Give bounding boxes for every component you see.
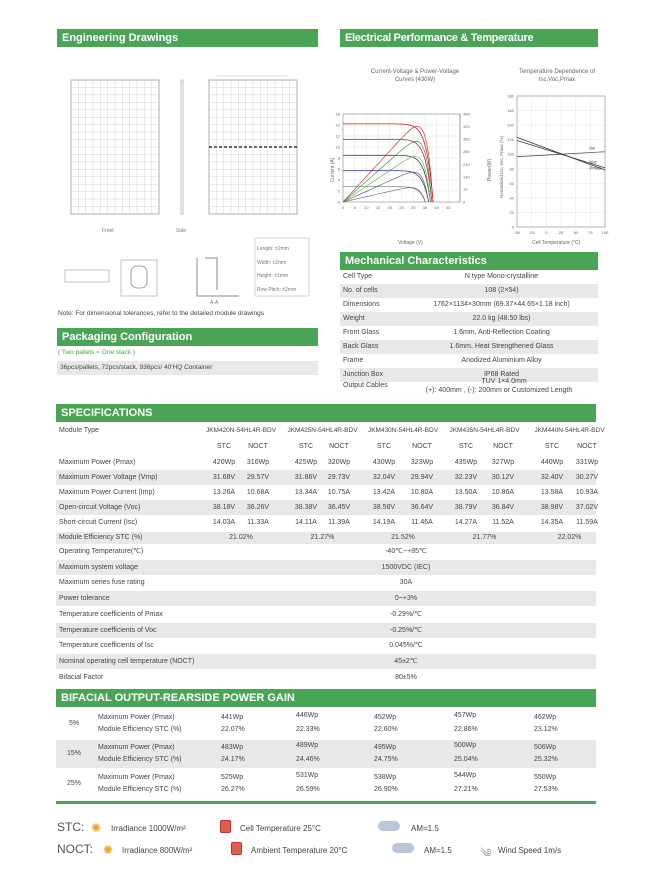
- mech-cables-1: TUV 1×4.0mm: [481, 378, 527, 385]
- spec-value: 14.03A: [212, 519, 236, 526]
- bif-table: [56, 710, 596, 802]
- merged-label: Maximum system voltage: [59, 563, 138, 571]
- chart2-ytick: 160: [507, 108, 514, 114]
- chart2-ytick: 180: [507, 93, 514, 99]
- chart2-xtick: 50: [573, 230, 578, 235]
- merged-value: -0.25%/℃: [390, 626, 422, 634]
- temp-line-label: Voc: [589, 159, 597, 165]
- spec-merged-row: [56, 670, 596, 685]
- bif-eff: 26.90%: [374, 786, 398, 793]
- spec-value: 14.11A: [295, 519, 317, 526]
- section-label: A-A: [210, 300, 219, 306]
- pack-header: Packaging Configuration: [57, 328, 318, 346]
- spec-value: 37.02V: [575, 504, 599, 511]
- bif-power: 483Wp: [221, 744, 244, 751]
- spec-header: SPECIFICATIONS: [56, 404, 596, 422]
- spec-value: 14.27A: [454, 519, 478, 526]
- chart2-xtick: 25: [558, 230, 564, 235]
- front-label: Front: [102, 228, 114, 234]
- merged-label: Operating Temperature(℃): [59, 548, 144, 555]
- chart2-xlabel: Cell Temperature (°C): [532, 240, 581, 246]
- spec-value: 10.75A: [327, 489, 351, 496]
- chart2-ytick: 20: [509, 209, 514, 215]
- bif-group: [56, 710, 596, 738]
- stc-label: STC: [217, 443, 231, 450]
- merged-value: -0.29%/℃: [390, 610, 422, 618]
- chart1-ytick-right: 0: [463, 199, 466, 205]
- chart1-ytick-right: 490: [463, 111, 470, 117]
- spec-value: 425Wp: [294, 459, 318, 466]
- thermometer-icon: [220, 820, 231, 833]
- mech-label: No. of cells: [343, 287, 378, 294]
- chart1-ytick-right: 70: [463, 186, 468, 192]
- sun-icon: ✺: [91, 821, 102, 835]
- spec-label: Maximum Power Current (Imp): [59, 489, 155, 496]
- bif-group: [56, 740, 596, 768]
- spec-value: 10.80A: [410, 489, 434, 496]
- tol-height: Height: ±1mm: [257, 273, 289, 279]
- legend-amb-noct: Ambient Temperature 20°C: [251, 846, 348, 855]
- bif-eff: 24.17%: [221, 756, 245, 763]
- temp-chart: [495, 62, 610, 252]
- bif-power: 531Wp: [296, 772, 319, 779]
- mech-row: [340, 312, 598, 326]
- spec-value: 38.38V: [294, 504, 318, 511]
- chart1-ytick-right: 280: [463, 149, 470, 155]
- chart1-ytick: 14: [335, 122, 340, 128]
- spec-value: 420Wp: [212, 459, 236, 466]
- chart2-ytick: 100: [507, 151, 514, 157]
- module-type-label: Module Type: [59, 427, 99, 434]
- bif-power: 452Wp: [374, 714, 397, 721]
- pack-line: 36pcs/pallets, 72pcs/stack, 936pcs/ 40'HQ Container: [57, 361, 318, 375]
- bif-power: 550Wp: [534, 774, 557, 781]
- chart1-ytick-right: 210: [463, 161, 470, 167]
- mech-label: Back Glass: [343, 343, 379, 350]
- mech-row: [340, 298, 598, 312]
- spec-value: 13.50A: [454, 489, 478, 496]
- bif-eff-label: Module Efficiency STC (%): [98, 756, 182, 763]
- chart1-xtick: 20: [387, 205, 393, 210]
- chart1-ytick: 8: [337, 155, 340, 161]
- bif-eff-row: [56, 784, 596, 796]
- legend-stc-label: STC:: [57, 820, 85, 834]
- noct-label: NOCT: [329, 443, 349, 450]
- spec-row: [56, 485, 599, 500]
- mech-row: [340, 284, 598, 298]
- mech-value: IP68 Rated: [483, 371, 520, 378]
- spec-merged-row: [56, 544, 596, 559]
- spec-merged-row: [56, 638, 596, 653]
- bif-header: BIFACIAL OUTPUT-REARSIDE POWER GAIN: [56, 689, 596, 707]
- mech-value: N type Mono-crystalline: [464, 273, 539, 280]
- chart1-title-1: Current-Voltage & Power-Voltage: [370, 69, 460, 75]
- bif-power-label: Maximum Power (Pmax): [98, 774, 175, 781]
- chart1-xtick: 25: [399, 205, 404, 210]
- spec-value: 10.68A: [246, 489, 270, 496]
- bif-power-label: Maximum Power (Pmax): [98, 744, 175, 751]
- bif-gain: 25%: [66, 780, 81, 787]
- legend-irr-stc: Irradiance 1000W/m²: [111, 824, 186, 833]
- temp-line-label: Isc: [589, 145, 596, 151]
- spec-value: 32.40V: [540, 474, 564, 481]
- spec-label: Short-circuit Current (Isc): [59, 519, 138, 526]
- spec-value: 10.93A: [575, 489, 599, 496]
- chart1-xtick: 40: [434, 205, 439, 210]
- bif-eff-row: [56, 754, 596, 766]
- chart1-ytick: 12: [335, 133, 340, 139]
- spec-merged-row: [56, 607, 596, 622]
- chart1-xtick: 45: [446, 205, 451, 210]
- spec-merged-row: [56, 575, 596, 590]
- eff-value: 21.77%: [472, 534, 497, 541]
- model-name: JKM420N-54HL4R-BDV: [205, 427, 277, 434]
- stc-label: STC: [299, 443, 313, 450]
- chart1-ytick-right: 420: [463, 124, 470, 130]
- eff-value: 21.02%: [229, 534, 253, 541]
- chart2-ytick: 0: [511, 224, 514, 230]
- spec-row: [56, 470, 599, 485]
- bif-power: 462Wp: [534, 714, 557, 721]
- spec-value: 36.45V: [327, 504, 351, 511]
- chart2-xtick: 0: [545, 230, 548, 235]
- noct-label: NOCT: [248, 443, 268, 450]
- spec-label: Maximum Power Voltage (Vmp): [59, 474, 158, 481]
- spec-value: 36.84V: [491, 504, 515, 511]
- tol-width: Width: ±2mm: [257, 259, 287, 266]
- eff-value: 21.27%: [310, 534, 335, 541]
- stc-label: STC: [459, 443, 473, 450]
- spec-merged-row: [56, 591, 596, 606]
- bif-power: 506Wp: [534, 744, 557, 751]
- legend-am-noct: AM=1.5: [424, 846, 452, 855]
- bif-eff: 26.27%: [221, 786, 245, 793]
- mech-cables-label: Output Cables: [343, 382, 388, 389]
- spec-value: 31.68V: [212, 474, 236, 481]
- tol-length: Length: ±2mm: [257, 246, 289, 252]
- chart1-xtick: 35: [422, 205, 428, 210]
- wind-icon: ༄: [480, 846, 492, 860]
- merged-label: Nominal operating cell temperature (NOCT): [59, 657, 195, 665]
- bif-power: 500Wp: [454, 742, 477, 749]
- mech-value: 1.6mm, Anti-Reflection Coating: [453, 329, 550, 336]
- chart1-ylabel-right: Power(W): [487, 158, 493, 182]
- chart2-xtick: 100: [601, 230, 609, 235]
- noct-label: NOCT: [577, 443, 597, 450]
- chart1-xlabel: Voltage (V): [398, 240, 423, 246]
- legend-wind: Wind Speed 1m/s: [498, 846, 562, 855]
- bif-power: 446Wp: [296, 712, 319, 719]
- sun-icon-2: ✺: [103, 843, 114, 857]
- chart2-ytick: 80: [509, 166, 514, 172]
- chart2-ytick: 140: [507, 122, 514, 128]
- mech-value: Anodized Aluminium Alloy: [461, 357, 542, 364]
- merged-value: 30A: [399, 579, 413, 587]
- eng-header: Engineering Drawings: [57, 29, 318, 47]
- mech-row: [340, 340, 598, 354]
- spec-merged-row: [56, 560, 596, 575]
- legend-noct-label: NOCT:: [57, 842, 93, 856]
- mech-label: Frame: [343, 357, 364, 364]
- mech-value: 1762×1134×30mm (69.37×44.65×1.18 inch): [433, 301, 570, 308]
- merged-label: Bifacial Factor: [59, 673, 104, 681]
- chart2-ytick: 40: [509, 195, 514, 201]
- iv-curve: [343, 155, 431, 202]
- bif-power: 525Wp: [221, 774, 244, 781]
- merged-label: Maximum series fuse rating: [59, 579, 145, 587]
- mech-label: Cell Type: [343, 273, 373, 280]
- merged-value: 80±5%: [395, 673, 417, 681]
- bif-eff: 25.32%: [534, 756, 558, 763]
- chart1-xtick: 5: [353, 205, 356, 210]
- spec-value: 13.26A: [212, 489, 236, 496]
- mech-label: Front Glass: [343, 329, 380, 336]
- spec-value: 38.98V: [540, 504, 564, 511]
- chart2-ylabel: Normalized Isc, Voc, Pmax (%): [499, 135, 504, 199]
- mech-row: [340, 354, 598, 368]
- spec-value: 11.52A: [492, 519, 514, 526]
- spec-value: 13.34A: [294, 489, 318, 496]
- spec-value: 435Wp: [454, 459, 478, 466]
- spec-value: 13.58A: [540, 489, 564, 496]
- chart1-ytick: 10: [335, 144, 340, 150]
- mech-value: 22.0 kg (48.50 lbs): [472, 315, 531, 322]
- spec-value: 14.19A: [372, 519, 396, 526]
- spec-value: 14.35A: [540, 519, 564, 526]
- legend-cell-stc: Cell Temperature 25°C: [240, 824, 321, 833]
- chart1-ytick: 6: [337, 166, 340, 172]
- bif-eff: 27.53%: [534, 786, 558, 793]
- noct-label: NOCT: [493, 443, 513, 450]
- spec-row: [56, 515, 596, 530]
- bif-gain: 15%: [66, 750, 81, 757]
- bif-eff: 22.60%: [374, 726, 398, 733]
- spec-models-row: [56, 423, 605, 438]
- bif-power-row: [56, 712, 596, 724]
- mech-value: 108 (2×54): [484, 287, 519, 294]
- spec-value: 11.33A: [247, 519, 269, 526]
- chart1-ytick-right: 350: [463, 136, 470, 142]
- spec-value: 32.04V: [372, 474, 396, 481]
- spec-value: 32.23V: [454, 474, 478, 481]
- spec-value: 38.18V: [212, 504, 236, 511]
- merged-value: 0.045%/℃: [389, 642, 423, 650]
- spec-value: 36.26V: [246, 504, 270, 511]
- merged-value: -40℃~+85℃: [385, 548, 427, 555]
- chart2-xtick: 75: [588, 230, 593, 235]
- bif-power: 495Wp: [374, 744, 397, 751]
- spec-value: 430Wp: [372, 459, 396, 466]
- spec-value: 38.79V: [454, 504, 478, 511]
- spec-value: 11.59A: [576, 519, 598, 526]
- spec-stc-row: [56, 440, 596, 453]
- chart1-xtick: 0: [341, 205, 345, 210]
- chart1-ytick: 2: [337, 188, 340, 194]
- mech-label: Dimensions: [343, 301, 380, 308]
- chart2-title-1: Temperature Dependence of: [518, 69, 596, 75]
- spec-value: 30.27V: [575, 474, 599, 481]
- merged-label: Temperature coefficients of Isc: [59, 642, 154, 650]
- spec-merged-row: [56, 623, 596, 638]
- chart1-xtick: 15: [375, 205, 381, 210]
- model-name: JKM440N-54HL4R-BDV: [534, 427, 605, 434]
- bif-power: 489Wp: [296, 742, 319, 749]
- cloud-icon-2: [392, 843, 414, 853]
- merged-label: Power tolerance: [59, 595, 110, 603]
- spec-value: 30.12V: [491, 474, 515, 481]
- merged-label: Temperature coefficients of Pmax: [59, 610, 163, 618]
- bif-eff: 27.21%: [454, 786, 478, 793]
- spec-value: 323Wp: [410, 459, 434, 466]
- spec-value: 10.86A: [491, 489, 515, 496]
- tol-row-pitch: Row Pitch: ±2mm: [257, 286, 297, 293]
- bif-power-label: Maximum Power (Pmax): [98, 714, 175, 721]
- pv-curve: [343, 172, 429, 202]
- bif-power: 538Wp: [374, 774, 397, 781]
- bif-eff-label: Module Efficiency STC (%): [98, 786, 182, 793]
- bif-eff: 25.04%: [454, 756, 478, 763]
- bif-eff: 24.75%: [374, 756, 398, 763]
- spec-value: 13.42A: [372, 489, 396, 496]
- spec-value: 31.86V: [294, 474, 318, 481]
- model-name: JKM425N-54HL4R-BDV: [287, 427, 358, 434]
- mech-value: 1.6mm, Heat Strengthened Glass: [449, 343, 554, 350]
- temp-line-label: Pmax: [589, 165, 601, 171]
- bif-eff-label: Module Efficiency STC (%): [98, 726, 182, 733]
- spec-value: 29.73V: [327, 474, 351, 481]
- legend-am-stc: AM=1.5: [411, 824, 439, 833]
- cloud-icon: [378, 821, 400, 831]
- chart1-xtick: 30: [410, 205, 416, 210]
- eng-note: Note: For dimensional tolerances, refer to the detailed module drawings: [58, 310, 264, 317]
- bif-eff: 22.86%: [454, 726, 478, 733]
- spec-value: 11.46A: [411, 519, 433, 526]
- spec-eff-row: [56, 532, 596, 544]
- bif-eff: 24.46%: [296, 756, 320, 763]
- bif-gain: 5%: [68, 720, 80, 727]
- spec-value: 11.39A: [328, 519, 350, 526]
- legend-irr-noct: Irradiance 800W/m²: [122, 846, 193, 855]
- noct-label: NOCT: [412, 443, 432, 450]
- eff-value: 21.52%: [391, 534, 415, 541]
- elec-header: Electrical Performance & Temperature Dependence: [340, 29, 598, 47]
- side-label: Side: [176, 228, 187, 234]
- merged-value: 45±2℃: [394, 657, 418, 665]
- bif-power: 457Wp: [454, 712, 477, 719]
- iv-pv-chart: [325, 62, 495, 252]
- spec-label: Open-circuit Voltage (Voc): [59, 504, 141, 511]
- model-name: JKM435N-54HL4R-BDV: [449, 427, 520, 434]
- spec-merged-row: [56, 654, 596, 669]
- bif-eff-row: [56, 724, 596, 736]
- mech-cables-2: (+): 400mm , (-): 200mm or Customized Length: [425, 387, 573, 394]
- chart2-ytick: 60: [509, 180, 514, 186]
- merged-value: 0~+3%: [394, 595, 418, 603]
- spec-row: [56, 500, 599, 515]
- spec-value: 29.57V: [246, 474, 270, 481]
- bif-group: [56, 770, 596, 798]
- bif-eff: 22.33%: [296, 726, 320, 733]
- mech-row: [340, 270, 598, 284]
- mech-header: Mechanical Characteristics: [340, 252, 598, 270]
- chart1-ytick: 0: [337, 199, 340, 205]
- chart1-ylabel: Current (A): [330, 157, 336, 183]
- merged-label: Temperature coefficients of Voc: [59, 626, 157, 634]
- bif-eff: 23.12%: [534, 726, 558, 733]
- chart2-xtick: -25: [528, 230, 535, 235]
- chart1-xtick: 10: [364, 205, 369, 210]
- spec-value: 327Wp: [491, 459, 515, 466]
- model-name: JKM430N-54HL4R-BDV: [367, 427, 439, 434]
- chart1-ytick: 16: [335, 111, 340, 117]
- spec-value: 29.94V: [410, 474, 434, 481]
- bif-eff: 26.59%: [296, 786, 320, 793]
- mech-label: Weight: [343, 315, 365, 322]
- stc-label: STC: [377, 443, 391, 450]
- mech-label: Junction Box: [343, 371, 384, 378]
- spec-value: 316Wp: [246, 459, 270, 466]
- spec-table: [56, 423, 605, 685]
- merged-value: 1500VDC (IEC): [381, 563, 431, 571]
- spec-row: [56, 455, 599, 470]
- tolerance-box: [257, 243, 296, 297]
- stc-label: STC: [545, 443, 559, 450]
- bif-power-row: [56, 742, 596, 754]
- spec-label: Maximum Power (Pmax): [59, 459, 136, 466]
- mech-row: [340, 326, 598, 340]
- bif-bottom-line: [56, 801, 596, 804]
- bif-power: 544Wp: [454, 772, 477, 779]
- eff-value: 22.02%: [557, 534, 582, 541]
- front-view: [71, 80, 159, 214]
- chart2-title-2: Isc,Voc,Pmax: [538, 77, 576, 83]
- spec-value: 440Wp: [540, 459, 564, 466]
- spec-value: 38.58V: [372, 504, 396, 511]
- spec-value: 36.64V: [410, 504, 434, 511]
- chart1-ytick-right: 140: [463, 174, 470, 180]
- eff-label: Module Efficiency STC (%): [59, 534, 143, 541]
- chart2-xtick: -50: [514, 230, 520, 235]
- chart2-ytick: 120: [507, 137, 514, 143]
- chart1-ytick: 4: [337, 177, 340, 183]
- bif-power: 441Wp: [221, 714, 244, 721]
- bif-power-row: [56, 772, 596, 784]
- chart1-title-2: Curves (430W): [394, 77, 436, 83]
- bif-eff: 22.07%: [221, 726, 245, 733]
- spec-value: 320Wp: [327, 459, 351, 466]
- spec-value: 331Wp: [575, 459, 599, 466]
- pack-sub: ( Two pallets = One stack ): [58, 349, 136, 356]
- thermometer-icon-2: [231, 842, 242, 855]
